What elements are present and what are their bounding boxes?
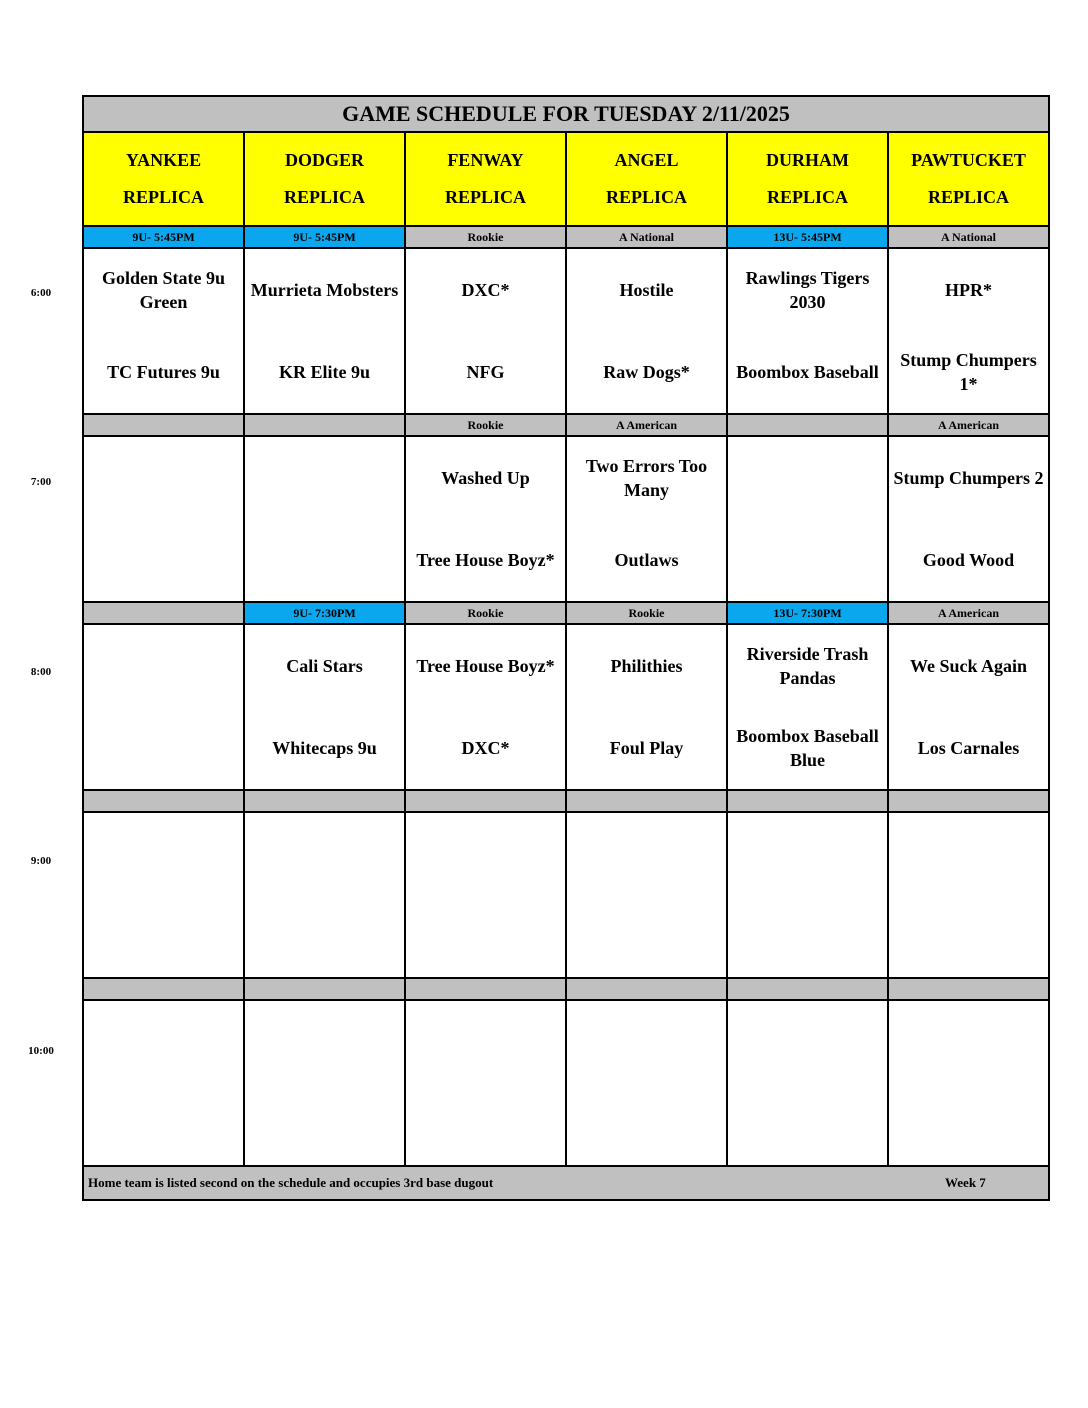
away-team	[84, 437, 243, 519]
home-team: KR Elite 9u	[278, 362, 370, 382]
home-team	[406, 895, 565, 977]
game-cell	[244, 624, 405, 790]
division-label: A American	[888, 414, 1049, 436]
away-team: Murrieta Mobsters	[250, 280, 399, 300]
matchup	[728, 437, 887, 601]
away-team: Two Errors Too Many	[585, 456, 708, 500]
field-subtitle: REPLICA	[122, 187, 204, 207]
division-label	[83, 414, 244, 436]
division-label: Rookie	[405, 602, 566, 624]
home-team	[728, 1083, 887, 1165]
time-label: 7:00	[30, 476, 52, 488]
field-name: FENWAY	[447, 150, 524, 170]
game-cell	[405, 624, 566, 790]
home-team	[245, 1083, 404, 1165]
away-team: Cali Stars	[286, 656, 363, 676]
home-team	[889, 895, 1048, 977]
game-cell	[405, 812, 566, 978]
away-team	[406, 813, 565, 895]
matchup	[84, 437, 243, 601]
division-label	[83, 790, 244, 812]
home-team	[245, 895, 404, 977]
division-label	[244, 790, 405, 812]
matchup	[245, 813, 404, 977]
division-label: A National	[566, 226, 727, 248]
away-team: Golden State 9u Green	[101, 268, 225, 312]
game-cell	[888, 812, 1049, 978]
division-label	[83, 602, 244, 624]
home-team	[889, 1083, 1048, 1165]
division-label	[888, 978, 1049, 1000]
game-cell	[888, 248, 1049, 414]
division-label: Rookie	[566, 602, 727, 624]
matchup	[84, 813, 243, 977]
game-row	[83, 812, 1049, 978]
away-team: Riverside Trash Pandas	[746, 644, 869, 688]
away-team: Tree House Boyz*	[416, 656, 555, 676]
field-name: DODGER	[284, 150, 364, 170]
game-cell	[727, 624, 888, 790]
field-subtitle: REPLICA	[605, 187, 687, 207]
matchup	[889, 813, 1048, 977]
week-label: Week 7	[945, 1175, 986, 1190]
matchup	[889, 625, 1048, 789]
game-cell	[566, 1000, 727, 1166]
division-label: 13U- 5:45PM	[727, 226, 888, 248]
matchup	[889, 249, 1048, 413]
home-team: Tree House Boyz*	[416, 550, 555, 570]
game-cell	[405, 1000, 566, 1166]
away-team: Hostile	[619, 280, 674, 300]
game-cell	[83, 624, 244, 790]
away-team: HPR*	[945, 280, 992, 300]
matchup	[567, 625, 726, 789]
home-team	[84, 707, 243, 789]
away-team	[406, 1001, 565, 1083]
game-cell	[244, 248, 405, 414]
game-cell	[566, 812, 727, 978]
division-label: 9U- 5:45PM	[83, 226, 244, 248]
game-cell	[405, 436, 566, 602]
division-label	[83, 978, 244, 1000]
matchup	[406, 437, 565, 601]
division-label	[566, 790, 727, 812]
matchup	[728, 249, 887, 413]
game-cell	[727, 1000, 888, 1166]
matchup	[728, 1001, 887, 1165]
division-label	[888, 790, 1049, 812]
division-label: 9U- 7:30PM	[244, 602, 405, 624]
field-header-yankee	[83, 132, 244, 226]
division-label	[405, 790, 566, 812]
schedule-title: GAME SCHEDULE FOR TUESDAY 2/11/2025	[83, 96, 1049, 132]
footer	[83, 1166, 1049, 1200]
home-team: Boombox Baseball	[736, 362, 879, 382]
game-row	[83, 1000, 1049, 1166]
away-team	[245, 1001, 404, 1083]
home-team: NFG	[466, 362, 505, 382]
matchup	[728, 813, 887, 977]
home-team: DXC*	[461, 738, 510, 758]
field-name: ANGEL	[614, 150, 679, 170]
home-team	[567, 1083, 726, 1165]
away-team: DXC*	[461, 280, 510, 300]
away-team	[245, 437, 404, 519]
matchup	[84, 625, 243, 789]
home-team-note: Home team is listed second on the schedule and occupies 3rd base dugout	[88, 1175, 494, 1190]
division-label	[244, 978, 405, 1000]
time-label: 6:00	[30, 287, 52, 299]
matchup	[889, 1001, 1048, 1165]
away-team	[84, 813, 243, 895]
matchup	[406, 625, 565, 789]
game-row	[83, 436, 1049, 602]
away-team: Rawlings Tigers 2030	[745, 268, 870, 312]
game-cell	[888, 624, 1049, 790]
home-team: Raw Dogs*	[603, 362, 690, 382]
home-team	[245, 519, 404, 601]
matchup	[889, 437, 1048, 601]
game-cell	[888, 1000, 1049, 1166]
division-row	[83, 790, 1049, 812]
game-cell	[83, 436, 244, 602]
division-label: 9U- 5:45PM	[244, 226, 405, 248]
matchup	[567, 1001, 726, 1165]
division-label	[405, 978, 566, 1000]
home-team	[406, 1083, 565, 1165]
field-header-row	[83, 132, 1049, 226]
away-team: We Suck Again	[909, 656, 1028, 676]
field-name: DURHAM	[766, 150, 849, 170]
game-cell	[244, 1000, 405, 1166]
away-team: Philithies	[610, 656, 683, 676]
home-team	[84, 1083, 243, 1165]
game-cell	[83, 812, 244, 978]
field-header-dodger	[244, 132, 405, 226]
division-label: A American	[566, 414, 727, 436]
game-cell	[83, 248, 244, 414]
matchup	[245, 249, 404, 413]
division-label: 13U- 7:30PM	[727, 602, 888, 624]
time-label: 9:00	[30, 855, 52, 867]
division-label	[566, 978, 727, 1000]
away-team	[567, 813, 726, 895]
field-header-fenway	[405, 132, 566, 226]
footer-row	[83, 1166, 1049, 1200]
home-team	[728, 895, 887, 977]
home-team: Outlaws	[614, 550, 679, 570]
game-cell	[83, 1000, 244, 1166]
game-cell	[727, 248, 888, 414]
home-team	[567, 895, 726, 977]
division-label	[727, 414, 888, 436]
division-row	[83, 978, 1049, 1000]
home-team: TC Futures 9u	[107, 362, 220, 382]
field-subtitle: REPLICA	[283, 187, 365, 207]
time-label: 8:00	[30, 666, 52, 678]
away-team	[889, 813, 1048, 895]
field-subtitle: REPLICA	[444, 187, 526, 207]
home-team: Boombox Baseball Blue	[736, 726, 879, 770]
division-label	[727, 978, 888, 1000]
away-team	[728, 1001, 887, 1083]
matchup	[406, 249, 565, 413]
time-label: 10:00	[28, 1045, 54, 1057]
home-team	[84, 519, 243, 601]
matchup	[567, 437, 726, 601]
game-cell	[244, 436, 405, 602]
field-header-angel	[566, 132, 727, 226]
field-subtitle: REPLICA	[927, 187, 1009, 207]
game-row	[83, 248, 1049, 414]
game-cell	[244, 812, 405, 978]
matchup	[567, 249, 726, 413]
home-team: Los Carnales	[917, 738, 1020, 758]
game-cell	[727, 436, 888, 602]
title-row	[83, 96, 1049, 132]
field-name: PAWTUCKET	[911, 150, 1026, 170]
away-team	[728, 813, 887, 895]
home-team	[728, 519, 887, 601]
matchup	[406, 813, 565, 977]
matchup	[728, 625, 887, 789]
schedule-table	[82, 95, 1050, 1201]
home-team: Stump Chumpers 1*	[900, 350, 1037, 394]
game-cell	[566, 624, 727, 790]
home-team	[84, 895, 243, 977]
time-column	[0, 0, 82, 1408]
matchup	[245, 1001, 404, 1165]
away-team: Stump Chumpers 2	[893, 468, 1044, 488]
field-name: YANKEE	[125, 150, 202, 170]
matchup	[245, 625, 404, 789]
matchup	[567, 813, 726, 977]
away-team: Washed Up	[441, 468, 530, 488]
game-cell	[566, 436, 727, 602]
field-header-durham	[727, 132, 888, 226]
away-team	[567, 1001, 726, 1083]
away-team	[245, 813, 404, 895]
division-label: Rookie	[405, 414, 566, 436]
division-row	[83, 414, 1049, 436]
home-team: Foul Play	[609, 738, 684, 758]
game-cell	[888, 436, 1049, 602]
game-row	[83, 624, 1049, 790]
away-team	[889, 1001, 1048, 1083]
division-label: A National	[888, 226, 1049, 248]
matchup	[84, 249, 243, 413]
game-cell	[566, 248, 727, 414]
away-team	[728, 437, 887, 519]
away-team	[84, 625, 243, 707]
matchup	[245, 437, 404, 601]
division-label	[244, 414, 405, 436]
game-cell	[405, 248, 566, 414]
game-cell	[727, 812, 888, 978]
division-label	[727, 790, 888, 812]
division-label: Rookie	[405, 226, 566, 248]
matchup	[84, 1001, 243, 1165]
field-header-pawtucket	[888, 132, 1049, 226]
matchup	[406, 1001, 565, 1165]
home-team: Whitecaps 9u	[272, 738, 377, 758]
division-label: A American	[888, 602, 1049, 624]
field-subtitle: REPLICA	[766, 187, 848, 207]
away-team	[84, 1001, 243, 1083]
division-row	[83, 226, 1049, 248]
home-team: Good Wood	[922, 550, 1015, 570]
division-row	[83, 602, 1049, 624]
